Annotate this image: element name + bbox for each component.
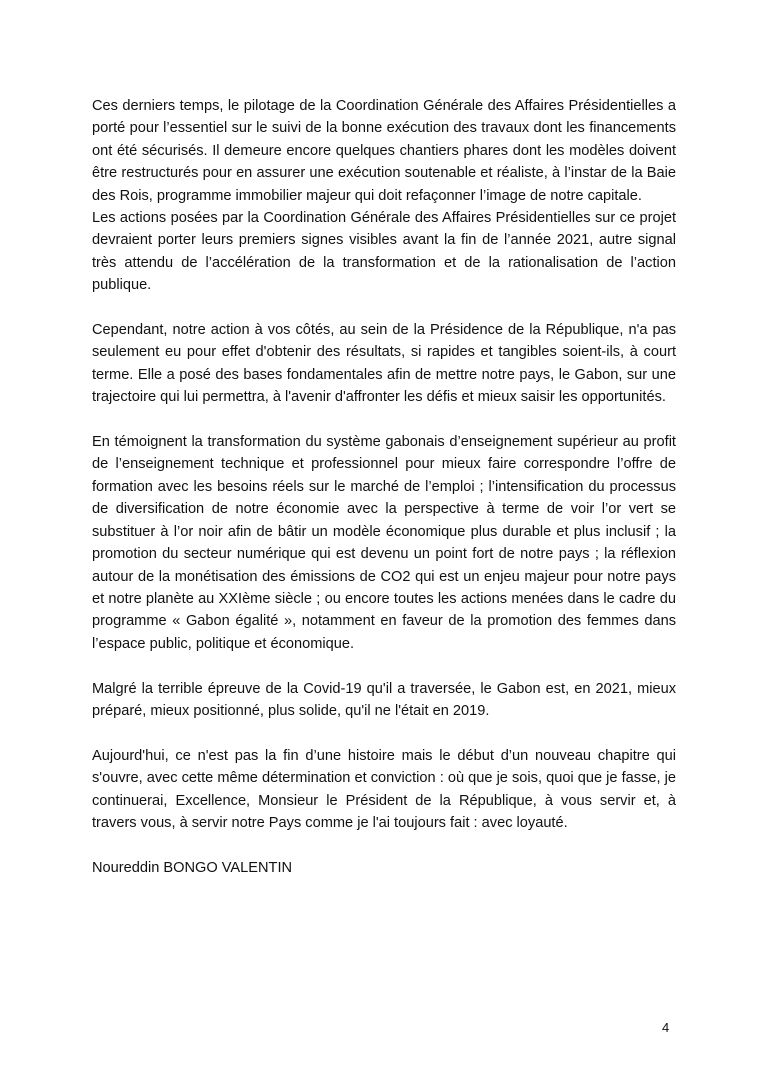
paragraph-new-chapter: Aujourd'hui, ce n'est pas la fin d’une histoire mais le début d’un nouveau chapitre qui s'ouvre, avec cette même détermination et conviction : où que je sois, quoi que je fasse, je continuerai, Excellence, Monsieur le Président de la République, à vous servir et, à travers vous, à servir notre Pays comme je l'ai toujours fait : avec loyauté. (92, 747, 676, 831)
page-number: 4 (662, 1020, 670, 1035)
signature: Noureddin BONGO VALENTIN (92, 859, 293, 876)
paragraph-coordination-pilotage: Ces derniers temps, le pilotage de la Coordination Générale des Affaires Présidentielles a porté pour l’essentiel sur le suivi de la bonne exécution des travaux dont les financements ont été sécurisés. Il demeure encore quelques chantiers phares dont les modèles doivent être restructurés pour en assurer une exécution soutenable et réaliste, à l’instar de la Baie des Rois, programme immobilier majeur qui doit refaçonner l’image de notre capitale. (92, 98, 676, 204)
paragraph-presidence-action: Cependant, notre action à vos côtés, au sein de la Présidence de la République, n'a pas seulement eu pour effet d'obtenir des résultats, si rapides et tangibles soient-ils, à court terme. Elle a posé des bases fondamentales afin de mettre notre pays, le Gabon, sur une trajectoire qui lui permettra, à l'avenir d'affronter les défis et mieux saisir les opportunités. (92, 322, 676, 406)
paragraph-actions-coordination: Les actions posées par la Coordination Générale des Affaires Présidentielles sur ce projet devraient porter leurs premiers signes visibles avant la fin de l’année 2021, autre signal très attendu de l’accélération de la transformation et de la rationalisation de l’action publique. (92, 210, 676, 294)
paragraph-transformation-examples: En témoignent la transformation du système gabonais d’enseignement supérieur au profit de l’enseignement technique et professionnel pour mieux faire correspondre l’offre de formation avec les besoins réels sur le marché de l’emploi ; l’intensification du processus de diversification de notre économie avec la perspective à terme de voir l’or vert se substituer à l’or noir afin de bâtir un modèle économique plus durable et plus inclusif ; la promotion du secteur numérique qui est devenu un point fort de notre pays ; la réflexion autour de la monétisation des émissions de CO2 qui est un enjeu majeur pour notre pays et notre planète au XXIème siècle ; ou encore toutes les actions menées dans le cadre du programme « Gabon égalité », notamment en faveur de la promotion des femmes dans l’espace public, politique et économique. (92, 434, 676, 652)
document-body (92, 95, 676, 879)
paragraph-covid-resilience: Malgré la terrible épreuve de la Covid-19 qu'il a traversée, le Gabon est, en 2021, mieux préparé, mieux positionné, plus solide, qu'il ne l'était en 2019. (92, 680, 676, 719)
